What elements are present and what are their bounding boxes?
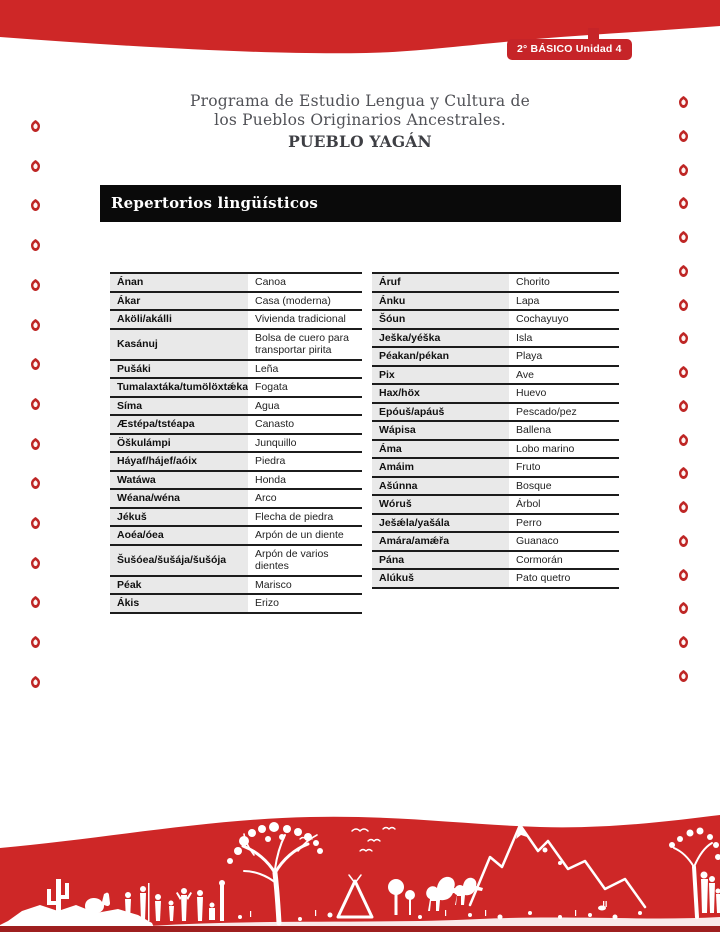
unit-badge: 2° BÁSICO Unidad 4 [507,39,632,60]
section-header-label: Repertorios lingüísticos [111,194,318,212]
diamond-bead-icon [679,569,688,581]
vocab-row [372,477,619,496]
diamond-bead-icon [31,596,40,608]
yagan-word: Pušáki [110,360,248,379]
document-title [100,92,620,151]
diamond-bead-icon [679,467,688,479]
yagan-word: Háyaf/hájef/aóix [110,452,248,471]
vocab-row [110,489,362,508]
diamond-bead-icon [31,319,40,331]
yagan-word: Wóruš [372,495,509,514]
right-margin-ornaments [677,96,689,682]
yagan-word: Aköli/akálli [110,310,248,329]
spanish-meaning: Lapa [509,292,619,311]
vocab-row [372,551,619,570]
diamond-bead-icon [679,670,688,682]
spanish-meaning: Isla [509,329,619,348]
vocab-row [110,545,362,576]
vocab-row [372,384,619,403]
spanish-meaning: Fogata [248,378,362,397]
spanish-meaning: Chorito [509,273,619,292]
vocab-row [110,508,362,527]
spanish-meaning: Junquillo [248,434,362,453]
spanish-meaning: Vivienda tradicional [248,310,362,329]
diamond-bead-icon [679,231,688,243]
yagan-word: Öškulámpi [110,434,248,453]
vocab-row [372,347,619,366]
yagan-word: Aoéa/óea [110,526,248,545]
diamond-bead-icon [31,160,40,172]
yagan-word: Amáim [372,458,509,477]
vocab-row [110,310,362,329]
spanish-meaning: Ballena [509,421,619,440]
diamond-bead-icon [31,517,40,529]
diamond-bead-icon [679,197,688,209]
title-line-2: los Pueblos Originarios Ancestrales. [214,111,506,129]
spanish-meaning: Casa (moderna) [248,292,362,311]
yagan-word: Pix [372,366,509,385]
vocab-row [110,471,362,490]
section-header-banner [100,185,621,222]
vocab-row [110,378,362,397]
diamond-bead-icon [679,164,688,176]
spanish-meaning: Ave [509,366,619,385]
diamond-bead-icon [679,434,688,446]
yagan-word: Ánan [110,273,248,292]
spanish-meaning: Guanaco [509,532,619,551]
spanish-meaning: Pato quetro [509,569,619,588]
yagan-word: Jékuš [110,508,248,527]
diamond-bead-icon [679,130,688,142]
yagan-word: Péakan/pékan [372,347,509,366]
vocab-row [110,434,362,453]
spanish-meaning: Marisco [248,576,362,595]
yagan-word: Péak [110,576,248,595]
footer-landscape-artwork [0,805,720,932]
spanish-meaning: Cormorán [509,551,619,570]
vocab-row [372,440,619,459]
spanish-meaning: Árbol [509,495,619,514]
vocab-row [372,421,619,440]
diamond-bead-icon [679,400,688,412]
vocab-row [110,360,362,379]
diamond-bead-icon [31,676,40,688]
yagan-word: Ješǽla/yašála [372,514,509,533]
spanish-meaning: Agua [248,397,362,416]
yagan-word: Wápisa [372,421,509,440]
vocab-row [110,329,362,360]
diamond-bead-icon [679,265,688,277]
spanish-meaning: Arco [248,489,362,508]
title-line-1: Programa de Estudio Lengua y Cultura de [190,92,530,110]
vocab-row [110,452,362,471]
diamond-bead-icon [31,557,40,569]
spanish-meaning: Canoa [248,273,362,292]
yagan-word: Áruf [372,273,509,292]
yagan-word: Pána [372,551,509,570]
diamond-bead-icon [679,332,688,344]
yagan-word: Síma [110,397,248,416]
vocab-row [110,526,362,545]
diamond-bead-icon [31,477,40,489]
vocab-row [110,576,362,595]
spanish-meaning: Arpón de un diente [248,526,362,545]
vocab-row [372,366,619,385]
yagan-word: Wéana/wéna [110,489,248,508]
diamond-bead-icon [679,602,688,614]
diamond-bead-icon [679,96,688,108]
yagan-word: Kasánuj [110,329,248,360]
vocab-row [372,458,619,477]
spanish-meaning: Piedra [248,452,362,471]
yagan-word: Ákar [110,292,248,311]
vocab-row [372,569,619,588]
yagan-word: Amára/amǽřa [372,532,509,551]
spanish-meaning: Fruto [509,458,619,477]
diamond-bead-icon [679,535,688,547]
spanish-meaning: Pescado/pez [509,403,619,422]
yagan-word: Ánku [372,292,509,311]
vocab-row [110,292,362,311]
diamond-bead-icon [31,279,40,291]
vocab-row [372,273,619,292]
yagan-word: Watáwa [110,471,248,490]
left-margin-ornaments [29,120,41,688]
yagan-word: Hax/höx [372,384,509,403]
vocabulary-table-right [372,272,619,589]
spanish-meaning: Erizo [248,594,362,613]
vocab-row [110,594,362,613]
vocab-row [372,514,619,533]
vocab-row [372,329,619,348]
diamond-bead-icon [31,636,40,648]
diamond-bead-icon [31,239,40,251]
yagan-word: Šóun [372,310,509,329]
spanish-meaning: Perro [509,514,619,533]
diamond-bead-icon [31,199,40,211]
vocab-row [372,310,619,329]
vocabulary-table-left [110,272,362,614]
spanish-meaning: Playa [509,347,619,366]
spanish-meaning: Honda [248,471,362,490]
diamond-bead-icon [31,358,40,370]
yagan-word: Tumalaxtáka/tumölöxtǽka [110,378,248,397]
vocab-row [110,415,362,434]
yagan-word: Ješka/yéška [372,329,509,348]
yagan-word: Alúkuš [372,569,509,588]
spanish-meaning: Huevo [509,384,619,403]
vocab-row [372,292,619,311]
vocab-row [372,532,619,551]
yagan-word: Áma [372,440,509,459]
yagan-word: Šušóea/šušája/šušója [110,545,248,576]
diamond-bead-icon [679,299,688,311]
spanish-meaning: Canasto [248,415,362,434]
diamond-bead-icon [31,398,40,410]
spanish-meaning: Bosque [509,477,619,496]
diamond-bead-icon [31,438,40,450]
yagan-word: Epóuš/apáuš [372,403,509,422]
spanish-meaning: Arpón de varios dientes [248,545,362,576]
yagan-word: Æstépa/tstéapa [110,415,248,434]
diamond-bead-icon [31,120,40,132]
vocab-row [372,403,619,422]
spanish-meaning: Cochayuyo [509,310,619,329]
diamond-bead-icon [679,501,688,513]
vocab-row [110,273,362,292]
vocab-row [372,495,619,514]
spanish-meaning: Leña [248,360,362,379]
spanish-meaning: Bolsa de cuero para transportar pirita [248,329,362,360]
diamond-bead-icon [679,366,688,378]
diamond-bead-icon [679,636,688,648]
title-line-3: PUEBLO YAGÁN [288,132,432,151]
spanish-meaning: Lobo marino [509,440,619,459]
vocab-row [110,397,362,416]
yagan-word: Ákis [110,594,248,613]
spanish-meaning: Flecha de piedra [248,508,362,527]
yagan-word: Ašúnna [372,477,509,496]
